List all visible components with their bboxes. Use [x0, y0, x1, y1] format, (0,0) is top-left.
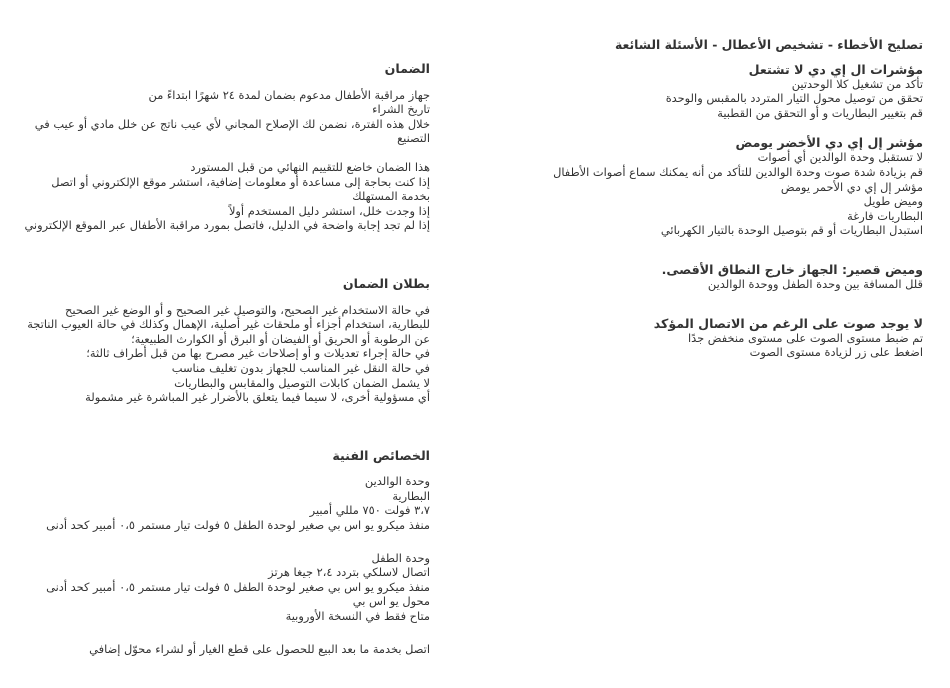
void-line: أي مسؤولية أخرى، لا سيما فيما يتعلق بالأضرار غير المباشرة غير مشمولة: [85, 390, 430, 405]
faq-line: تم ضبط مستوى الصوت على مستوى منخفض جدًا: [688, 330, 923, 345]
warranty-line: إذا لم تجد إجابة واضحة في الدليل، فاتصل بمورد مراقبة الأطفال عبر الموقع الإلكتروني: [24, 218, 430, 233]
void-line: في حالة الاستخدام غير الصحيح، والتوصيل غير الصحيح و أو الوضع غير الصحيح: [65, 302, 430, 317]
void-line: عن الرطوبة أو الحريق أو الفيضان أو البرق أو الكوارث الطبيعية؛: [131, 331, 430, 346]
spec-line: منفذ ميكرو يو اس بي صغير لوحدة الطفل ٥ فولت تيار مستمر ٠،٥ أمبير كحد أدنى: [46, 518, 430, 533]
void-line: في حالة النقل غير المناسب للجهاز بدون تغليف مناسب: [171, 360, 430, 375]
faq-line: قلل المسافة بين وحدة الطفل ووحدة الوالدين: [707, 276, 923, 291]
warranty-line: تاريخ الشراء: [372, 102, 430, 117]
spec-line: منفذ ميكرو يو اس بي صغير لوحدة الطفل ٥ فولت تيار مستمر ٠،٥ أمبير كحد أدنى: [46, 579, 430, 594]
faq-out-of-range: [513, 262, 923, 292]
faq-heading: مؤشر إل إي دي الأخضر يومض: [735, 135, 923, 151]
warranty-line: إذا كنت بحاجة إلى مساعدة أو معلومات إضافية، استشر موقع الإلكتروني أو اتصل: [51, 174, 430, 189]
warranty-line: هذا الضمان خاضع للتقييم النهائي من قبل المستورد: [190, 159, 430, 174]
faq-leds-off: [513, 62, 923, 121]
spec-line: البطارية: [392, 488, 430, 503]
troubleshooting-title: تصليح الأخطاء - تشخيص الأعطال - الأسئلة الشائعة: [614, 37, 923, 52]
specs-child-unit: [10, 551, 430, 624]
after-sales-note: اتصل بخدمة ما بعد البيع للحصول على قطع الغيار أو لشراء محوّل إضافي: [89, 641, 430, 656]
faq-line: تأكد من تشغيل كلا الوحدتين: [791, 76, 923, 91]
spec-line: محول يو اس بي: [352, 594, 430, 609]
spec-line: وحدة الوالدين: [364, 474, 430, 489]
faq-line: اضغط على زر لزيادة مستوى الصوت: [749, 345, 923, 360]
troubleshooting-column: [513, 38, 923, 375]
warranty-void-title: بطلان الضمان: [342, 275, 430, 291]
warranty-terms: [10, 88, 430, 146]
spec-line: اتصال لاسلكي بتردد ٢،٤ جيغا هرتز: [268, 565, 430, 580]
warranty-line: خلال هذه الفترة، نضمن لك الإصلاح المجاني لأي عيب ناتج عن خلل مادي أو عيب في: [34, 116, 430, 131]
faq-heading: مؤشرات ال إي دي لا تشتعل: [748, 61, 923, 77]
spec-line: وحدة الطفل: [371, 550, 430, 565]
spec-line: ٣،٧ فولت ٧٥٠ مللي أمبير: [309, 503, 430, 518]
faq-no-sound: [513, 316, 923, 360]
spec-line: متاح فقط في النسخة الأوروبية: [285, 609, 430, 624]
warranty-line: التصنيع: [397, 131, 430, 146]
warranty-column: [10, 62, 430, 656]
specs-parent-unit: [10, 474, 430, 532]
void-line: للبطارية، استخدام أجزاء أو ملحقات غير أصلية، الإهمال وكذلك في حالة العيوب الناتجة: [27, 317, 430, 332]
warranty-support: [10, 160, 430, 233]
faq-heading: وميض قصير: الجهاز خارج النطاق الأقصى.: [661, 261, 923, 277]
faq-line: تحقق من توصيل محول التيار المتردد بالمقبس والوحدة: [665, 91, 923, 106]
faq-line: قم بتغيير البطاريات و أو التحقق من القطبية: [717, 105, 923, 120]
void-line: في حالة إجراء تعديلات و أو إصلاحات غير مصرح بها من قبل أطراف ثالثة؛: [86, 346, 430, 361]
faq-line: البطاريات فارغة: [847, 208, 923, 223]
faq-line: لا تستقبل وحدة الوالدين أي أصوات: [757, 150, 923, 165]
warranty-line: جهاز مراقبة الأطفال مدعوم بضمان لمدة ٢٤ شهرًا ابتداءً من: [148, 87, 430, 102]
warranty-line: إذا وجدت خلل، استشر دليل المستخدم أولاً: [228, 203, 430, 218]
faq-heading: لا يوجد صوت على الرغم من الاتصال المؤكد: [653, 315, 923, 331]
faq-green-led-blinking: [513, 135, 923, 238]
faq-line: وميض طويل: [863, 194, 923, 209]
faq-line: مؤشر إل إي دي الأحمر يومض: [780, 179, 923, 194]
warranty-title: الضمان: [384, 61, 430, 76]
faq-line: استبدل البطاريات أو قم بتوصيل الوحدة بالتيار الكهربائي: [660, 223, 923, 238]
specs-title: الخصائص الفنية: [332, 447, 430, 463]
void-line: لا يشمل الضمان كابلات التوصيل والمقابس والبطاريات: [174, 375, 430, 390]
warranty-line: بخدمة المستهلك: [352, 189, 430, 204]
warranty-void-terms: [10, 303, 430, 405]
faq-line: قم بزيادة شدة صوت وحدة الوالدين للتأكد من أنه يمكنك سماع أصوات الأطفال: [553, 164, 923, 179]
